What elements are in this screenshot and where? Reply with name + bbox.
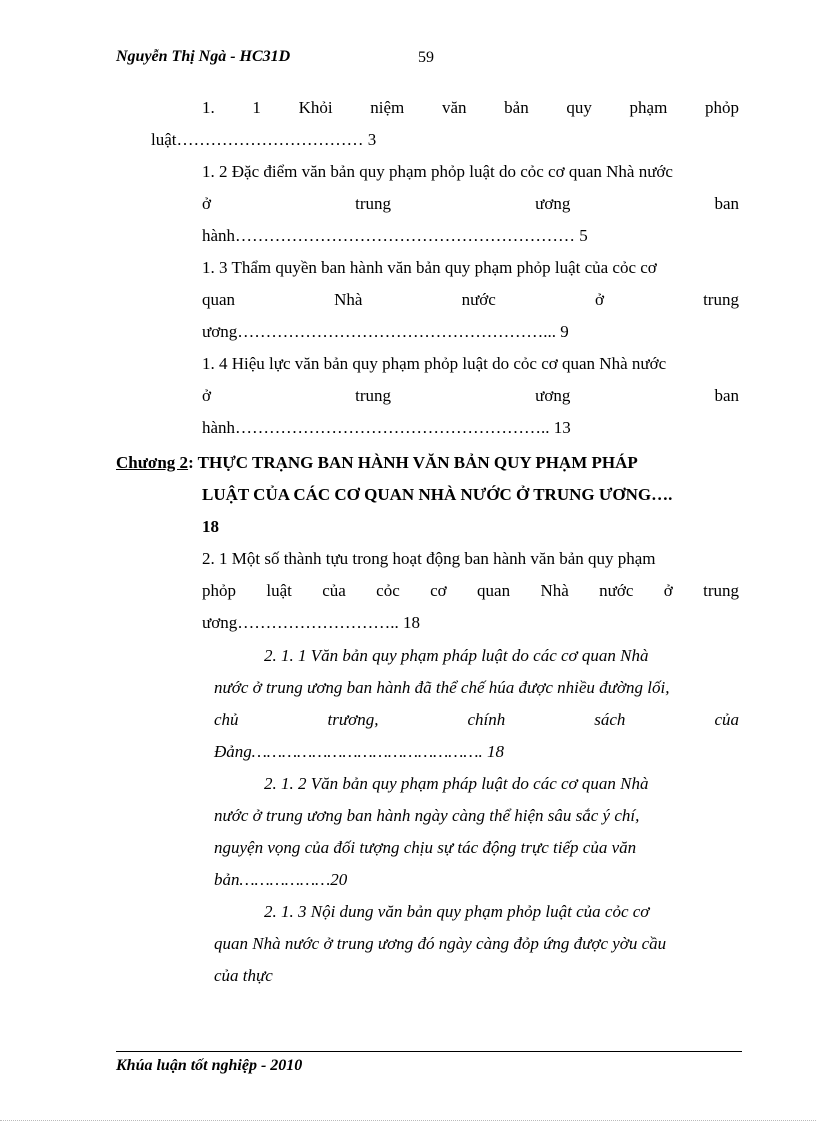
chapter-2-line3: 18 — [202, 517, 219, 536]
toc-1-2-line1: 1. 2 Đặc điểm văn bản quy phạm phỏp luật do cỏc cơ quan Nhà nước — [202, 162, 673, 181]
toc-1-3-line3: ương………………………………………………... 9 — [202, 322, 569, 341]
toc-2-1-3-line1: 2. 1. 3 Nội dung văn bản quy phạm phỏp luật của cỏc cơ — [264, 902, 650, 921]
toc-2-1-3-line2: quan Nhà nước ở trung ương đó ngày càng đỏp ứng được yờu cầu — [214, 934, 667, 953]
toc-2-1-1-line2: nước ở trung ương ban hành đã thể chế húa được nhiều đường lối, — [214, 678, 670, 697]
toc-1-2-line2: ở trung ương ban — [202, 194, 739, 213]
toc-2-1-2-line2: nước ở trung ương ban hành ngày càng thể hiện sâu sắc ý chí, — [214, 806, 640, 825]
toc-2-1-line1: 2. 1 Một số thành tựu trong hoạt động ban hành văn bản quy phạm — [202, 549, 656, 568]
chapter-2-line1: Chương 2: THỰC TRẠNG BAN HÀNH VĂN BẢN QUY PHẠM PHÁP — [116, 453, 638, 472]
toc-2-1-line3: ương……………………….. 18 — [202, 613, 420, 632]
toc-2-1-1-line1: 2. 1. 1 Văn bản quy phạm pháp luật do các cơ quan Nhà — [264, 646, 649, 665]
footer-divider — [116, 1051, 742, 1052]
toc-1-1-line1: 1. 1 Khỏi niệm văn bản quy phạm phỏp — [202, 98, 739, 117]
toc-1-3-line2: quan Nhà nước ở trung — [202, 290, 739, 309]
toc-2-1-line2: phỏp luật của cỏc cơ quan Nhà nước ở trung — [202, 581, 739, 600]
header-author: Nguyễn Thị Ngà - HC31D — [116, 48, 291, 65]
footer-text: Khúa luận tốt nghiệp - 2010 — [116, 1057, 303, 1074]
toc-2-1-2-line4: bản………………20 — [214, 870, 348, 889]
page-bottom-border — [0, 1120, 816, 1121]
toc-1-4-line3: hành……………………………………………….. 13 — [202, 418, 571, 437]
toc-1-4-line2: ở trung ương ban — [202, 386, 739, 405]
toc-1-4-line1: 1. 4 Hiệu lực văn bản quy phạm phỏp luật do cỏc cơ quan Nhà nước — [202, 354, 667, 373]
toc-1-2-line3: hành…………………………………………………… 5 — [202, 226, 588, 245]
toc-2-1-2-line3: nguyện vọng của đối tượng chịu sự tác động trực tiếp của văn — [214, 838, 637, 857]
chapter-2-line2: LUẬT CỦA CÁC CƠ QUAN NHÀ NƯỚC Ở TRUNG ƯƠNG…. — [202, 485, 673, 504]
toc-1-1-line2: luật…………………………… 3 — [151, 130, 377, 149]
toc-2-1-1-line4: Đảng………………………………………. 18 — [214, 742, 505, 761]
page-number: 59 — [418, 49, 434, 66]
toc-1-3-line1: 1. 3 Thẩm quyền ban hành văn bản quy phạm phỏp luật của cỏc cơ — [202, 258, 657, 277]
toc-2-1-3-line3: của thực — [214, 966, 273, 985]
chapter-2-label: Chương 2 — [116, 453, 189, 472]
toc-2-1-1-line3: chủ trương, chính sách của — [214, 710, 739, 729]
toc-2-1-2-line1: 2. 1. 2 Văn bản quy phạm pháp luật do các cơ quan Nhà — [264, 774, 649, 793]
